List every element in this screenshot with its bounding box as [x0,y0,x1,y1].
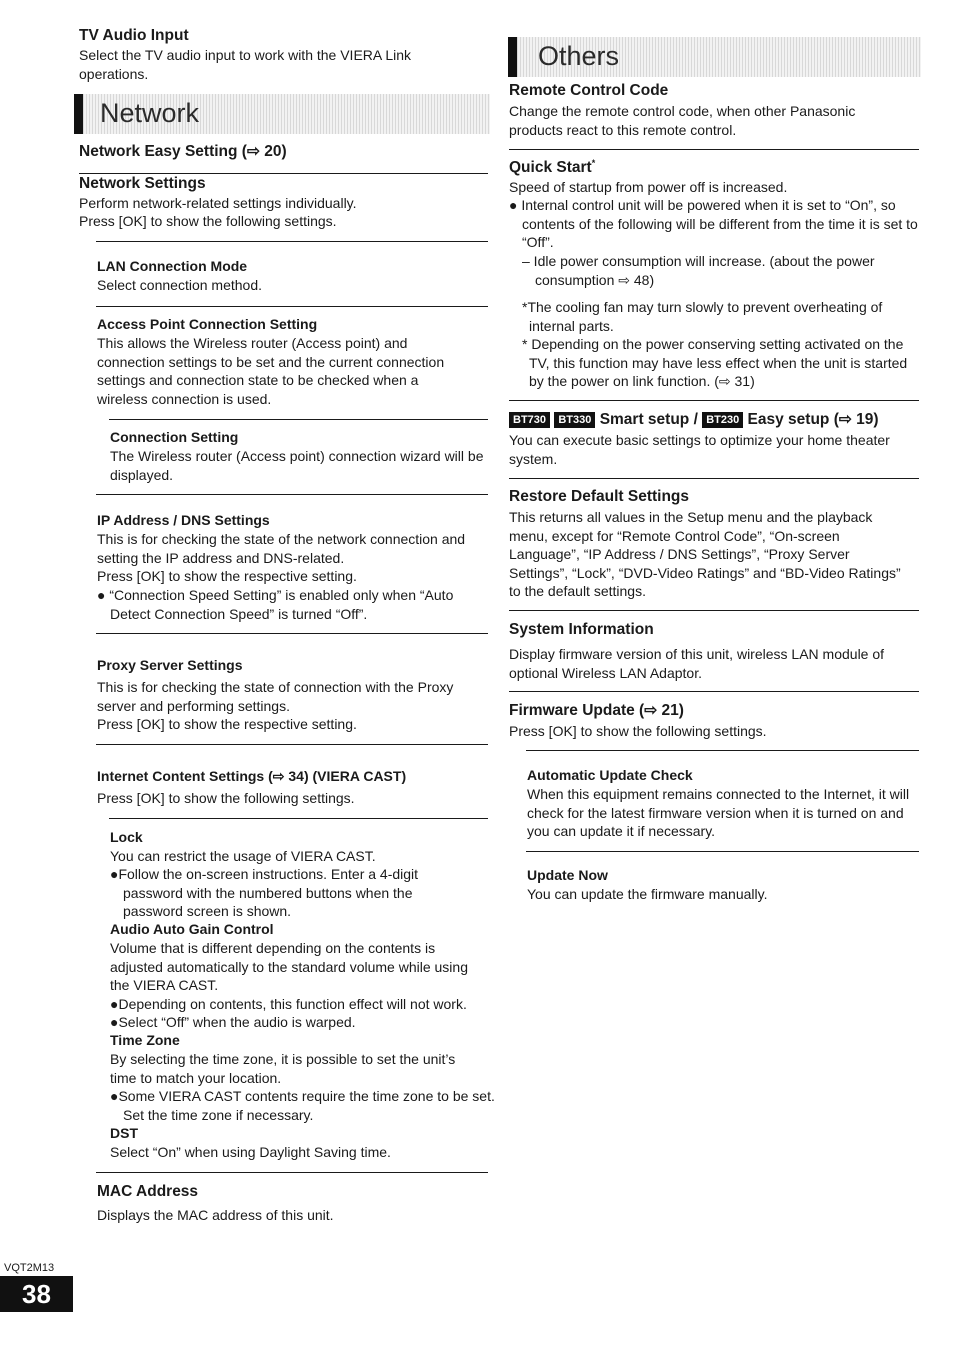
model-tag-bt730: BT730 [509,412,550,428]
connection-setting-title: Connection Setting [110,429,239,445]
divider [96,633,488,634]
lock-text: You can restrict the usage of VIERA CAST. [110,848,376,864]
model-tag-bt330: BT330 [554,412,595,428]
ip-dns-text1: This is for checking the state of the network connection and setting the IP address and DNS-related. [97,531,466,566]
audio-gain-bullet2-text: Select “Off” when the audio is warped. [118,1014,356,1030]
restore-text: This returns all values in the Setup menu and the playback menu, except for “Remote Control Code”, “On-screen Language”, “IP Address / DNS Settings”, “Proxy Server Settings”, “Lock”, “DVD-Video Ratings” and “BD-Video Ratings” to the default settings. [509,509,901,599]
divider [96,494,488,495]
auto-update-title: Automatic Update Check [527,767,693,783]
internet-content-title: Internet Content Settings (⇨ 34) (VIERA CAST) [97,768,407,784]
ip-dns-title: IP Address / DNS Settings [97,512,270,528]
restore-title: Restore Default Settings [509,488,690,505]
mac-text: Displays the MAC address of this unit. [97,1207,334,1223]
divider [96,744,488,745]
lan-mode-title: LAN Connection Mode [97,258,248,274]
divider [526,750,919,751]
firmware-title: Firmware Update (⇨ 21) [509,702,684,719]
time-zone-text: By selecting the time zone, it is possible to set the unit’s time to match your location. [110,1051,456,1086]
quick-start-title [509,153,595,178]
firmware-text: Press [OK] to show the following settings. [509,723,767,739]
remote-code-title: Remote Control Code [509,82,669,99]
connection-setting-text: The Wireless router (Access point) connection wizard will be displayed. [110,448,484,483]
model-tag-bt230: BT230 [702,412,743,428]
dst-title: DST [110,1125,138,1141]
quick-start-text: Speed of startup from power off is increased. [509,179,788,195]
system-info-text: Display firmware version of this unit, wireless LAN module of optional Wireless LAN Adaptor. [509,646,885,681]
proxy-text2: Press [OK] to show the respective setting. [97,716,357,732]
time-zone-title: Time Zone [110,1032,180,1048]
banner-bar [508,37,517,77]
ip-dns-bullet: ● “Connection Speed Setting” is enabled only when “Auto Detect Connection Speed” is turned “Off”. [97,587,454,622]
update-now-title: Update Now [527,867,608,883]
audio-gain-title: Audio Auto Gain Control [110,921,274,937]
quick-start-bullet-text: Internal control unit will be powered when it is set to “On”, so contents of the following will be different from the time it is set to “Off”. [521,197,918,250]
audio-gain-bullet2: ●Select “Off” when the audio is warped. [110,1014,356,1030]
divider [96,241,488,242]
network-settings-title: Network Settings [79,175,206,192]
proxy-title: Proxy Server Settings [97,657,243,673]
divider [96,306,488,307]
lan-mode-text: Select connection method. [97,277,262,293]
audio-gain-bullet1-text: Depending on contents, this function effect will not work. [118,996,467,1012]
mac-title: MAC Address [97,1183,199,1200]
divider [509,149,919,150]
quick-start-dash: – Idle power consumption will increase. (about the power consumption ⇨ 48) [522,253,875,288]
lock-title: Lock [110,829,143,845]
network-easy-setting: Network Easy Setting (⇨ 20) [79,143,287,160]
easy-setup-label: Easy setup (⇨ 19) [747,411,879,428]
divider [109,818,488,819]
page-number: 38 [0,1276,73,1312]
audio-gain-text: Volume that is different depending on the contents is adjusted automatically to the standard volume while using the VIERA CAST. [110,940,468,993]
ip-dns-text2: Press [OK] to show the respective setting. [97,568,357,584]
divider [509,478,919,479]
others-banner [508,37,921,77]
divider [509,610,919,611]
update-now-text: You can update the firmware manually. [527,886,768,902]
quick-start-bullet: ● Internal control unit will be powered when it is set to “On”, so contents of the following will be different from the time it is set to “Off”. [509,197,918,250]
network-settings-text1: Perform network-related settings individually. [79,195,357,211]
ip-dns-bullet-text: “Connection Speed Setting” is enabled only when “Auto Detect Connection Speed” is turned “Off”. [109,587,454,622]
divider [509,691,919,692]
internet-content-text: Press [OK] to show the following settings. [97,790,355,806]
remote-code-text: Change the remote control code, when other Panasonic products react to this remote control. [509,103,856,138]
system-info-title: System Information [509,621,654,638]
audio-gain-bullet1: ●Depending on contents, this function effect will not work. [110,996,467,1012]
smart-setup-text: You can execute basic settings to optimize your home theater system. [509,432,890,467]
auto-update-text: When this equipment remains connected to the Internet, it will check for the latest firmware version when it is turned on and you can update it if necessary. [527,786,910,839]
smart-setup-title [509,410,879,430]
quick-start-note1: *The cooling fan may turn slowly to prevent overheating of internal parts. [522,299,883,334]
access-point-text: This allows the Wireless router (Access point) and connection settings to be set and the current connection settings and connection state to be checked when a wireless connection is used. [97,335,445,407]
network-banner [74,94,490,134]
network-banner-title: Network [100,98,200,128]
banner-bar [74,94,83,134]
quick-start-title-text: Quick Start [509,159,592,177]
access-point-title: Access Point Connection Setting [97,316,318,332]
lock-bullet-text: Follow the on-screen instructions. Enter a 4-digit password with the numbered buttons when the password screen is shown. [118,866,419,919]
time-zone-bullet: ●Some VIERA CAST contents require the time zone to be set. Set the time zone if necessary. [110,1088,495,1123]
quick-start-mark: * [591,158,596,168]
divider [109,419,488,420]
others-banner-title: Others [538,41,620,71]
tv-audio-title: TV Audio Input [79,27,189,44]
divider [96,1172,488,1173]
divider [526,851,919,852]
time-zone-bullet-text: Some VIERA CAST contents require the time zone to be set. Set the time zone if necessary. [118,1088,495,1123]
document-code: VQT2M13 [4,1262,55,1274]
lock-bullet: ●Follow the on-screen instructions. Enter a 4-digit password with the numbered buttons when the password screen is shown. [110,866,419,919]
proxy-text1: This is for checking the state of connection with the Proxy server and performing settings. [97,679,454,714]
divider [509,400,919,401]
tv-audio-text: Select the TV audio input to work with the VIERA Link operations. [79,47,412,82]
quick-start-note2: * Depending on the power conserving setting activated on the TV, this function may have less effect when the unit is started by the power on link function. (⇨ 31) [522,336,908,389]
network-settings-text2: Press [OK] to show the following settings. [79,213,337,229]
smart-setup-label: Smart setup / [599,411,698,428]
dst-text: Select “On” when using Daylight Saving time. [110,1144,391,1160]
